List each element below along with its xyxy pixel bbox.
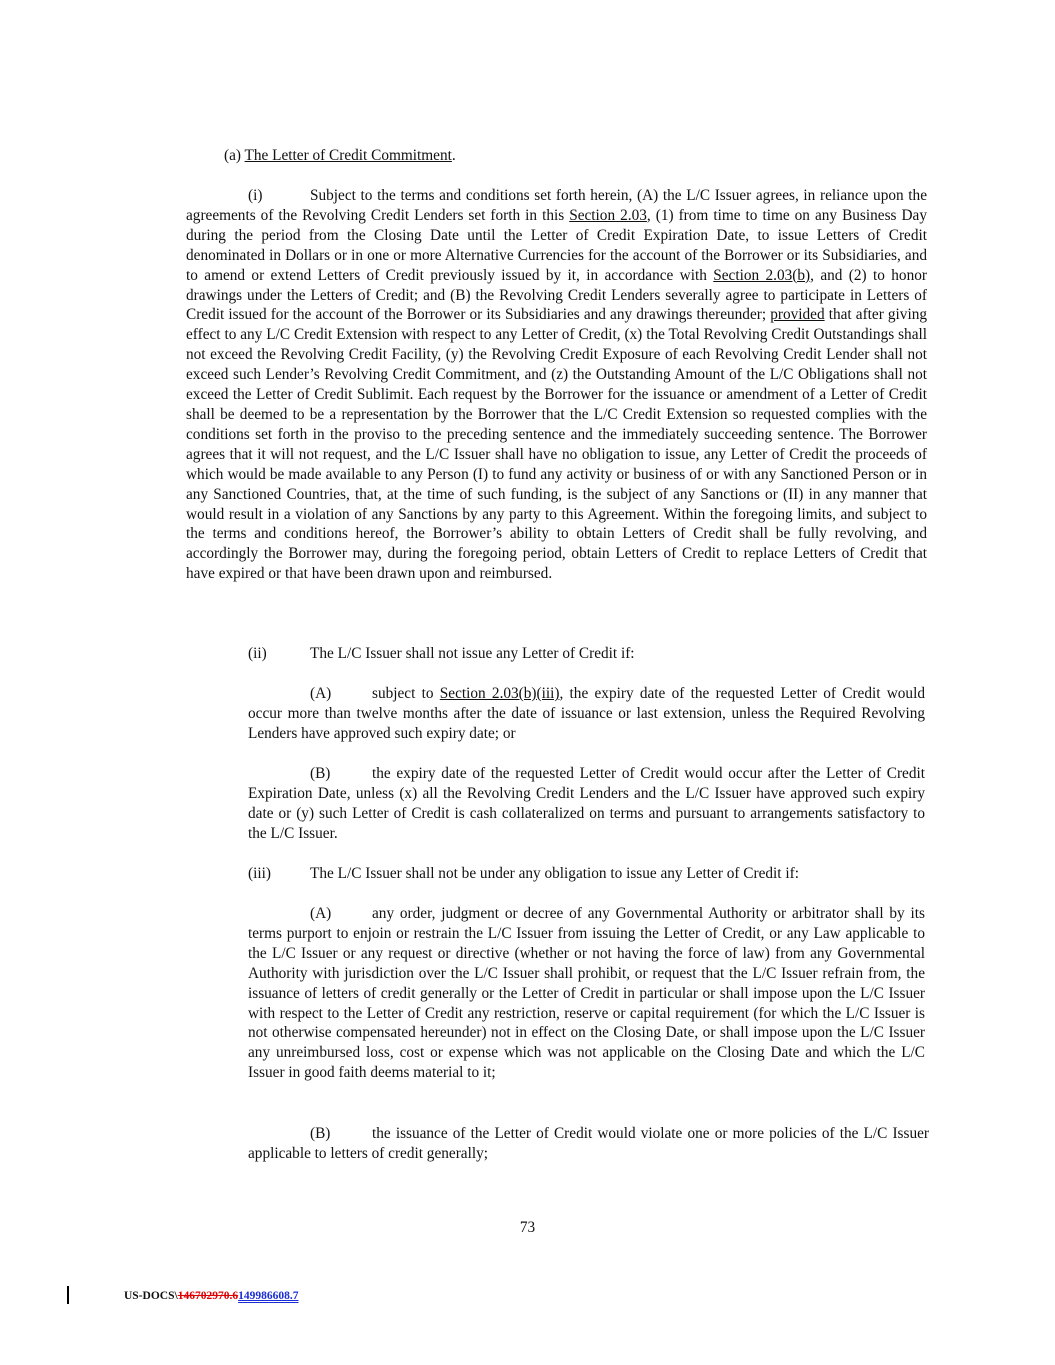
footer-inserted-id: 149986608.7	[238, 1290, 299, 1302]
paragraph-i-text-1: Subject to the terms and conditions set forth herein, (A) the L/C Issuer agrees, in reliance upon the agreements of the Revolving Credit Lenders set forth in this	[186, 187, 927, 224]
paragraph-ii-a	[248, 684, 925, 744]
section-a-label: (a)	[224, 147, 241, 164]
change-bar	[67, 1286, 69, 1304]
section-ref-2-03-b-iii: Section 2.03(b)(iii)	[439, 685, 560, 702]
paragraph-i-text-4: that after giving effect to any L/C Credit Extension with respect to any Letter of Credit, (x) the Total Revolving Credit Outstandings shall not exceed the Revolving Credit Facility, (y) the Revolving Credit Exposure of each Revolving Credit Lender shall not exceed such Lender’s Revolving Credit Commitment, and (z) the Outstanding Amount of the L/C Obligations shall not exceed the Letter of Credit Sublimit. Each request by the Borrower for the issuance or amendment of a Letter of Credit shall be deemed to be a representation by the Borrower that the L/C Credit Extension so requested complies with the conditions set forth in the proviso to the preceding sentence and the immediately succeeding sentence. The Borrower agrees that it will not request, and the L/C Issuer shall have no obligation to issue, any Letter of Credit the proceeds of which would be made available to any Person (I) to fund any activity or business of or with any Sanctioned Person or in any Sanctioned Countries, that, at the time of such funding, is the subject of any Sanctions or (II) in any manner that would result in a violation of any Sanctions by any party to this Agreement. Within the foregoing limits, and subject to the terms and conditions hereof, the Borrower’s ability to obtain Letters of Credit shall be fully revolving, and accordingly the Borrower may, during the foregoing period, obtain Letters of Credit to replace Letters of Credit that have expired or that have been drawn upon and reimbursed.	[186, 306, 928, 583]
footer-doc-id	[124, 1288, 298, 1304]
paragraph-iii-b-text: the issuance of the Letter of Credit would violate one or more policies of the L/C Issuer applicable to letters of credit generally;	[248, 1125, 929, 1162]
paragraph-ii-b	[248, 764, 925, 844]
paragraph-ii-text: The L/C Issuer shall not issue any Letter of Credit if:	[310, 645, 635, 662]
paragraph-i-text-2: , (1) from time to time on any Business Day during the period from the Closing Date until the Letter of Credit Expiration Date, to issue Letters of Credit denominated in Dollars or in one or more Alternative Currencies for the account of the Borrower or its Subsidiaries, and to amend or extend Letters of Credit previously issued by it, in accordance with	[186, 206, 927, 284]
paragraph-ii-a-label: (A)	[310, 685, 332, 702]
paragraph-iii	[186, 864, 927, 884]
paragraph-iii-text: The L/C Issuer shall not be under any obligation to issue any Letter of Credit if:	[310, 865, 799, 882]
paragraph-i-text-3: , and (2) to honor drawings under the Letters of Credit; and (B) the Revolving Credit Lenders severally agree to participate in Letters of Credit issued for the account of the Borrower or its Subsidiaries and any drawings thereunder;	[186, 266, 927, 324]
paragraph-ii-a-text-1: subject to	[372, 685, 440, 702]
provided-term: provided	[770, 306, 825, 324]
section-a-heading	[186, 146, 927, 166]
paragraph-iii-b-label: (B)	[310, 1125, 331, 1142]
page-number: 73	[519, 1219, 536, 1236]
paragraph-iii-a-text: any order, judgment or decree of any Governmental Authority or arbitrator shall by its terms purport to enjoin or restrain the L/C Issuer from issuing the Letter of Credit, or any Law applicable to the L/C Issuer or any request or directive (whether or not having the force of law) from any Governmental Authority with jurisdiction over the L/C Issuer shall prohibit, or request that the L/C Issuer refrain from, the issuance of letters of credit generally or the Letter of Credit in particular or shall impose upon the L/C Issuer with respect to the Letter of Credit any restriction, reserve or capital requirement (for which the L/C Issuer is not otherwise compensated hereunder) not in effect on the Closing Date, or shall impose upon the L/C Issuer any unreimbursed loss, cost or expense which was not applicable on the Closing Date and which the L/C Issuer in good faith deems material to it;	[248, 905, 925, 1082]
paragraph-ii-label: (ii)	[248, 645, 267, 662]
section-a-punct: .	[451, 147, 456, 164]
paragraph-ii	[186, 644, 927, 664]
paragraph-iii-label: (iii)	[248, 865, 271, 882]
section-a-title: The Letter of Credit Commitment	[244, 147, 452, 164]
footer-prefix: US-DOCS\	[124, 1290, 178, 1302]
paragraph-ii-a-text-2: , the expiry date of the requested Letter of Credit would occur more than twelve months after the date of issuance or last extension, unless the Required Revolving Lenders have approved such expiry date; or	[248, 685, 925, 742]
paragraph-ii-b-label: (B)	[310, 765, 331, 782]
paragraph-iii-a	[248, 904, 925, 1083]
paragraph-iii-b	[248, 1124, 929, 1164]
paragraph-i	[186, 186, 927, 584]
section-ref-2-03: Section 2.03	[569, 206, 647, 224]
footer-deleted-id: 146702970.6	[177, 1290, 239, 1302]
paragraph-iii-a-label: (A)	[310, 905, 332, 922]
paragraph-ii-b-text: the expiry date of the requested Letter of Credit would occur after the Letter of Credit Expiration Date, unless (x) all the Revolving Credit Lenders and the L/C Issuer have approved such expiry date or (y) such Letter of Credit is cash collateralized on terms and pursuant to arrangements satisfactory to the L/C Issuer.	[248, 765, 925, 842]
paragraph-i-label: (i)	[248, 187, 263, 204]
section-ref-2-03-b: Section 2.03(b)	[713, 266, 811, 284]
